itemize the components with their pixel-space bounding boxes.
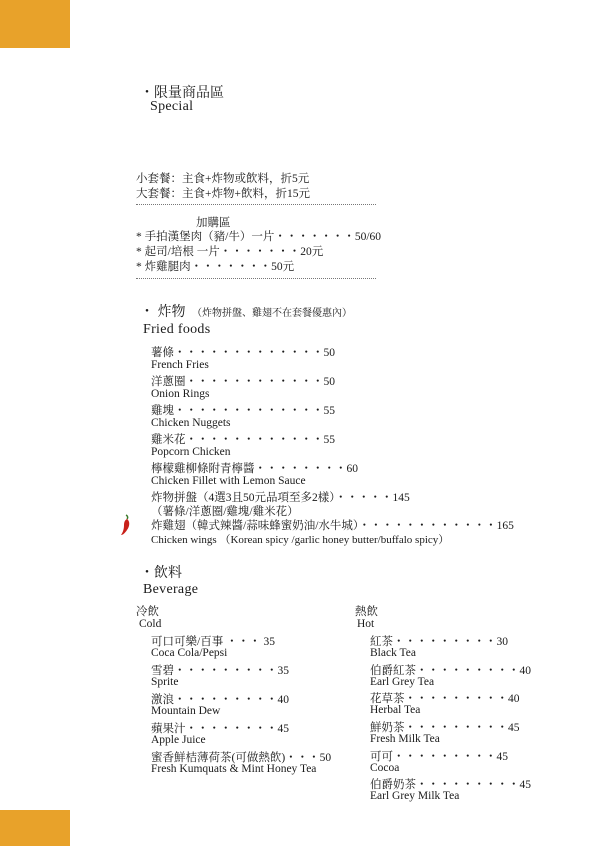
platter-line: 炸物拼盤（4選3且50元品項至多2樣）・・・・・145 <box>151 492 410 504</box>
menu-item-en: Fresh Kumquats & Mint Honey Tea <box>151 763 317 775</box>
menu-item-zh: 雞塊・・・・・・・・・・・・・55 <box>151 405 335 417</box>
menu-item-zh: 紅茶・・・・・・・・・30 <box>370 636 508 648</box>
menu-item-zh: 激浪・・・・・・・・・40 <box>151 694 289 706</box>
divider <box>136 204 376 205</box>
wings-en: Chicken wings （Korean spicy /garlic honey butter/buffalo spicy） <box>151 534 450 546</box>
menu-item-en: Earl Grey Tea <box>370 676 435 688</box>
addon-title: 加購區 <box>196 217 231 229</box>
cold-heading: 冷飲 <box>136 606 159 618</box>
menu-item-en: Chicken Nuggets <box>151 417 231 429</box>
menu-item-zh: 鮮奶茶・・・・・・・・・45 <box>370 722 520 734</box>
platter-options: （薯條/洋蔥圈/雞塊/雞米花） <box>151 506 299 518</box>
menu-item-en: Sprite <box>151 676 179 688</box>
menu-item-en: French Fries <box>151 359 209 371</box>
combo-small: 小套餐：主食+炸物或飲料，折5元 <box>136 173 310 185</box>
menu-item-zh: 可可・・・・・・・・・45 <box>370 751 508 763</box>
fried-note: （炸物拼盤、雞翅不在套餐優惠內） <box>192 308 352 319</box>
menu-item-en: Fresh Milk Tea <box>370 733 440 745</box>
addon-item: * 手拍漢堡肉（豬/牛）一片・・・・・・・50/60 <box>136 231 382 243</box>
corner-accent-top <box>0 0 70 48</box>
menu-item-en: Cocoa <box>370 762 400 774</box>
menu-item-zh: 伯爵奶茶・・・・・・・・・45 <box>370 779 531 791</box>
drinks-heading-en: Beverage <box>143 582 199 597</box>
menu-item-zh: 可口可樂/百事 ・・・ 35 <box>151 636 275 648</box>
menu-item-en: Popcorn Chicken <box>151 446 231 458</box>
corner-accent-bottom <box>0 810 70 846</box>
menu-item-zh: 雪碧・・・・・・・・・35 <box>151 665 289 677</box>
menu-item-zh: 薯條・・・・・・・・・・・・・50 <box>151 347 335 359</box>
special-heading: ・限量商品區 <box>140 86 224 101</box>
hot-heading-en: Hot <box>357 618 375 630</box>
menu-item-en: Onion Rings <box>151 388 210 400</box>
chili-pepper-icon <box>120 514 132 536</box>
menu-item-en: Mountain Dew <box>151 705 221 717</box>
hot-heading: 熱飲 <box>355 606 378 618</box>
drinks-heading: ・飲料 <box>140 566 182 581</box>
special-heading-en: Special <box>150 99 194 114</box>
divider <box>136 278 376 279</box>
menu-item-zh: 花草茶・・・・・・・・・40 <box>370 693 520 705</box>
cold-heading-en: Cold <box>139 618 162 630</box>
menu-item-zh: 雞米花・・・・・・・・・・・・55 <box>151 434 335 446</box>
menu-item-en: Earl Grey Milk Tea <box>370 790 460 802</box>
menu-item-en: Herbal Tea <box>370 704 421 716</box>
addon-item: * 炸雞腿肉・・・・・・・50元 <box>136 261 295 273</box>
menu-item-zh: 蜜香鮮桔薄荷茶(可做熱飲)・・・50 <box>151 752 332 764</box>
menu-item-zh: 洋蔥圈・・・・・・・・・・・・50 <box>151 376 335 388</box>
fried-heading-en: Fried foods <box>143 322 211 337</box>
menu-item-zh: 蘋果汁・・・・・・・・45 <box>151 723 289 735</box>
fried-heading: ・ 炸物 <box>140 305 186 320</box>
menu-item-zh: 伯爵紅茶・・・・・・・・・40 <box>370 665 531 677</box>
menu-item-en: Chicken Fillet with Lemon Sauce <box>151 475 306 487</box>
menu-item-zh: 檸檬雞柳條附青檸醬・・・・・・・・60 <box>151 463 358 475</box>
menu-item-en: Black Tea <box>370 647 416 659</box>
menu-item-en: Apple Juice <box>151 734 206 746</box>
wings-zh: 炸雞翅（韓式辣醬/蒜味蜂蜜奶油/水牛城）・・・・・・・・・・・・165 <box>151 520 514 532</box>
addon-item: * 起司/培根 一片・・・・・・・20元 <box>136 246 324 258</box>
menu-item-en: Coca Cola/Pepsi <box>151 647 228 659</box>
combo-large: 大套餐：主食+炸物+飲料，折15元 <box>136 188 310 200</box>
